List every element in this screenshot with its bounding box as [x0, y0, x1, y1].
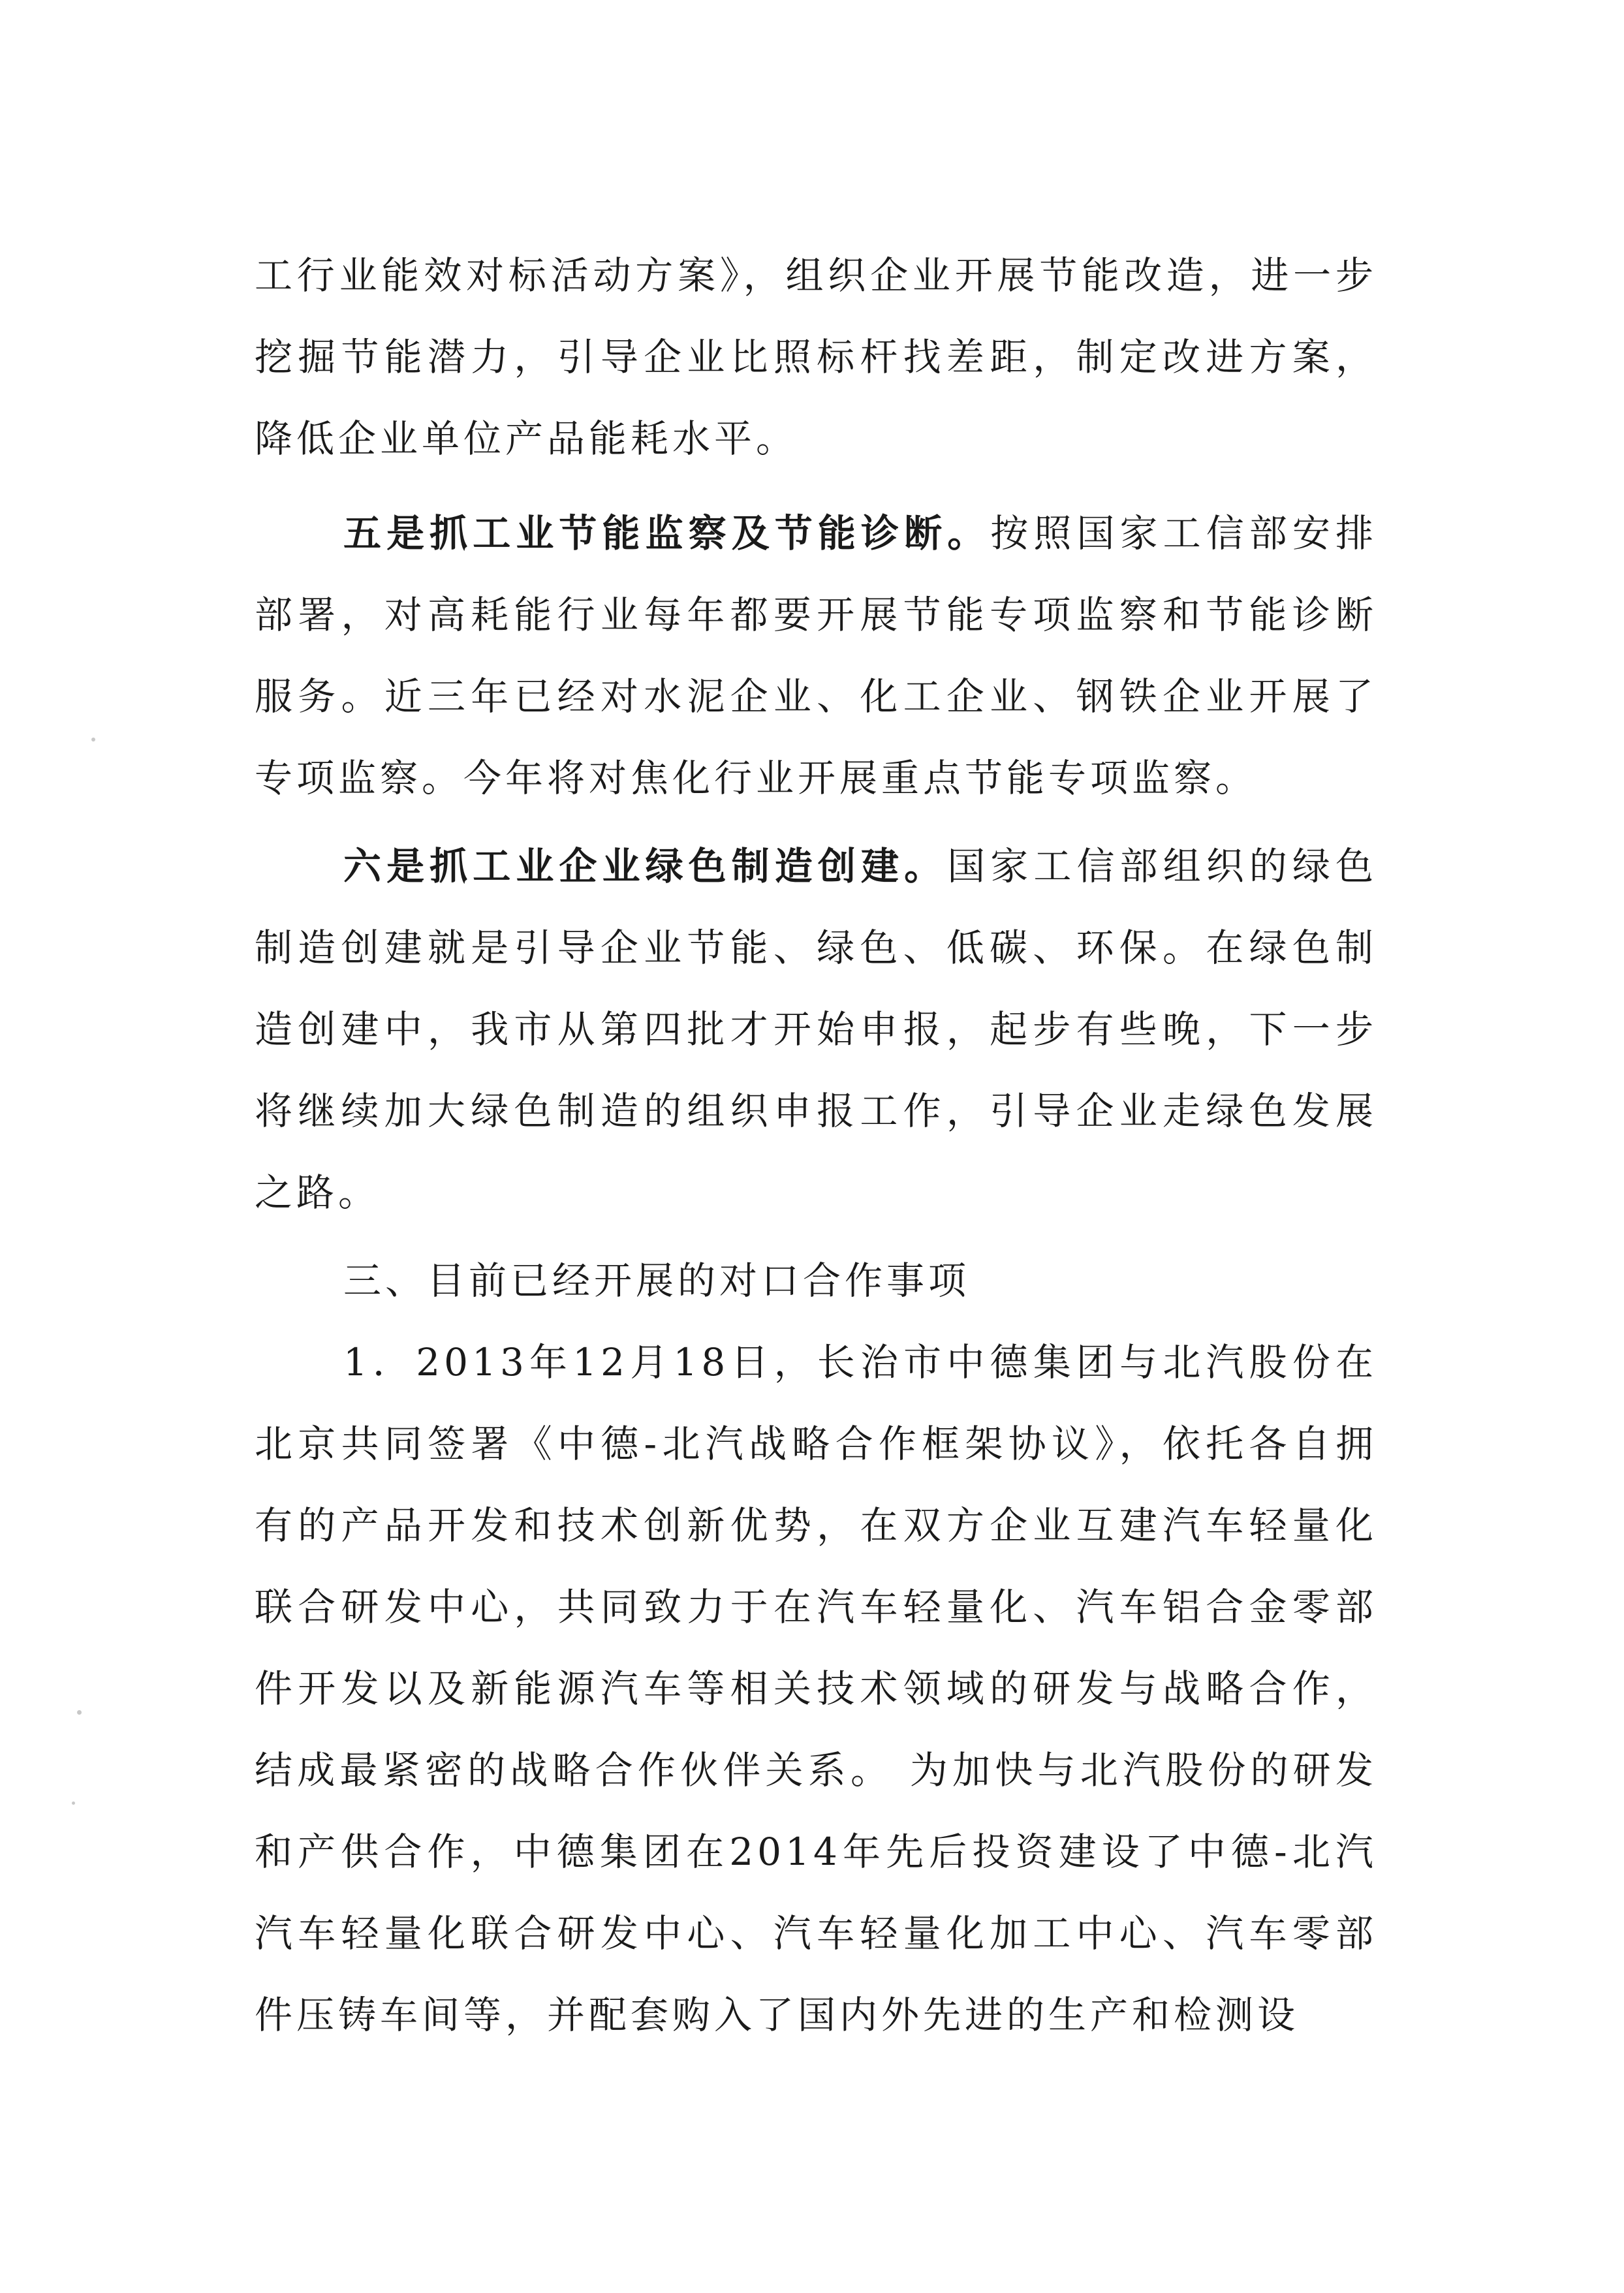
paragraph-green-manufacturing	[255, 826, 1377, 1234]
document-body	[255, 235, 1377, 2056]
scan-speck	[91, 738, 95, 741]
scan-speck	[72, 1802, 75, 1805]
paragraph-lead: 六是抓工业企业绿色制造创建。	[343, 844, 948, 888]
scan-speck	[77, 1710, 82, 1715]
paragraph-energy-supervision	[255, 493, 1377, 819]
paragraph-text: 按照国家工信部安排部署，对高耗能行业每年都要开展节能专项监察和节能诊断服务。近三年已经对水泥企业、化工企业、钢铁企业开展了专项监察。今年将对焦化行业开展重点节能专项监察。	[255, 511, 1377, 800]
paragraph-lead: 五是抓工业节能监察及节能诊断。	[343, 511, 991, 555]
paragraph-text: 国家工信部组织的绿色制造创建就是引导企业节能、绿色、低碳、环保。在绿色制造创建中，我市从第四批才开始申报，起步有些晚，下一步将继续加大绿色制造的组织申报工作，引导企业走绿色发展之路。	[255, 844, 1377, 1215]
paragraph-item-1: 1．2013年12月18日，长治市中德集团与北汽股份在北京共同签署《中德-北汽战略合作框架协议》，依托各自拥有的产品开发和技术创新优势，在双方企业互建汽车轻量化联合研发中心，共同致力于在汽车轻量化、汽车铝合金零部件开发以及新能源汽车等相关技术领域的研发与战略合作，结成最紧密的战略合作伙伴关系。 为加快与北汽股份的研发和产供合作，中德集团在2014年先后投资建设了中德-北汽汽车轻量化联合研发中心、汽车轻量化加工中心、汽车零部件压铸车间等，并配套购入了国内外先进的生产和检测设	[255, 1340, 1377, 2037]
section-heading: 三、目前已经开展的对口合作事项	[343, 1258, 971, 1303]
paragraph-text: 工行业能效对标活动方案》，组织企业开展节能改造，进一步挖掘节能潜力，引导企业比照标杆找差距，制定改进方案，降低企业单位产品能耗水平。	[255, 253, 1377, 461]
paragraph-energy-benchmark	[255, 235, 1377, 480]
